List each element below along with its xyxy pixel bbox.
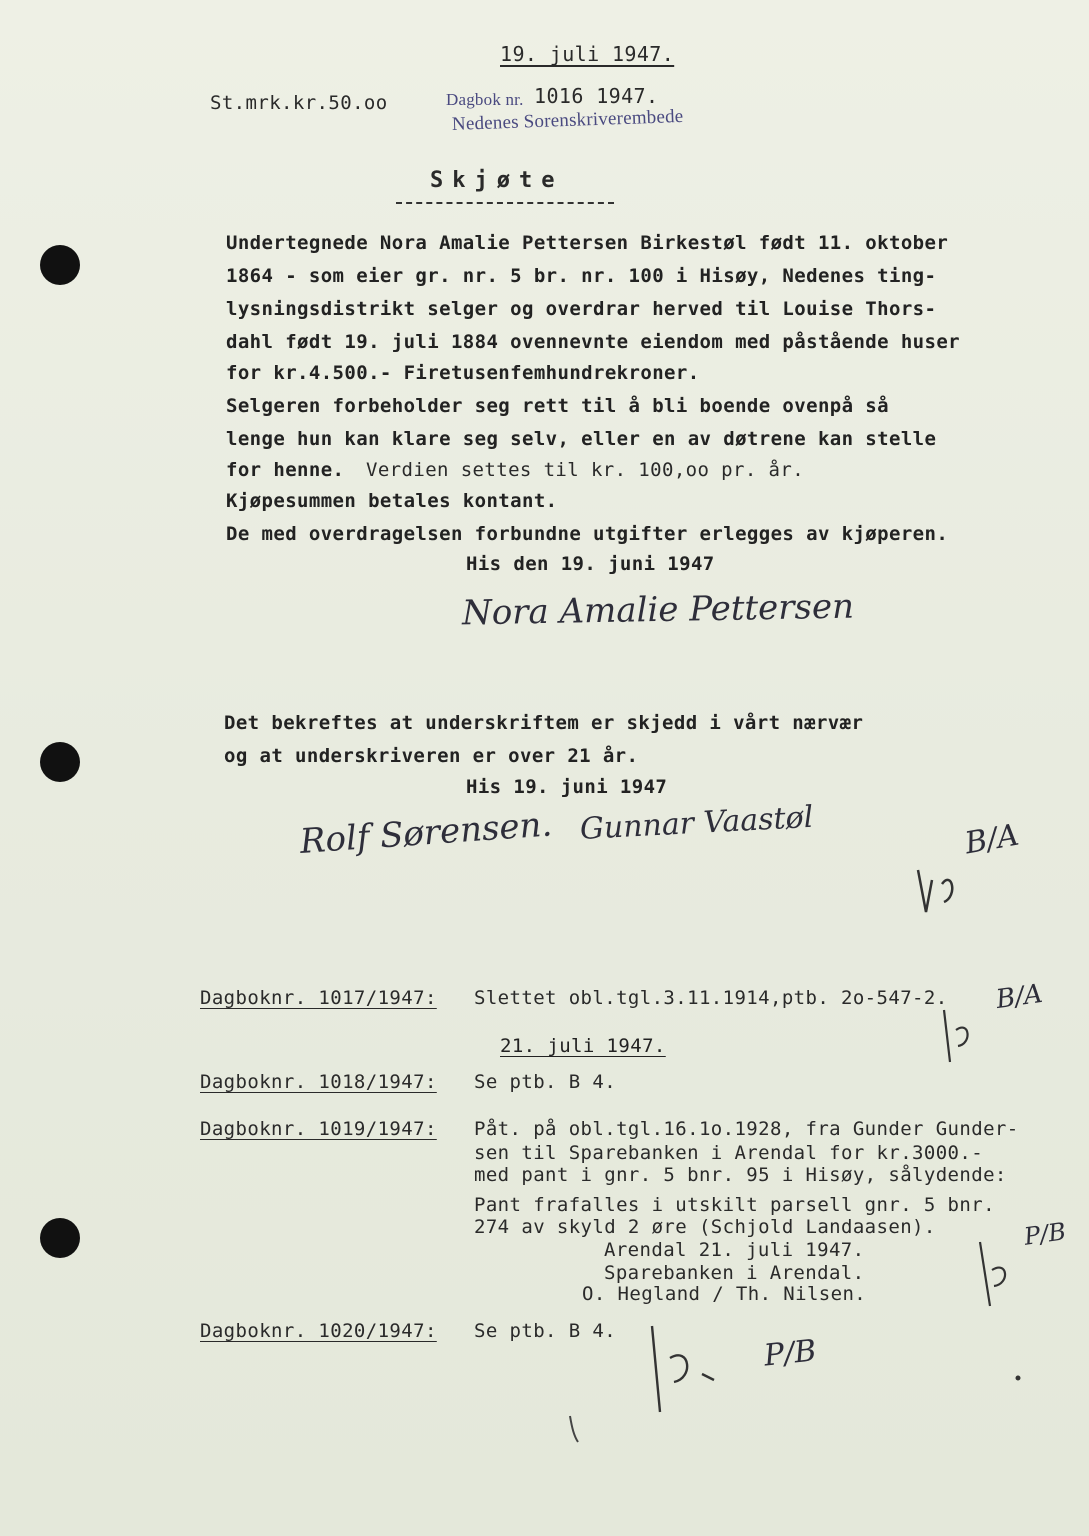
deed-body-line-2: 1864 - som eier gr. nr. 5 br. nr. 100 i Hisøy, Nedenes ting- (226, 265, 937, 287)
initials-mark-1017 (930, 1000, 990, 1070)
deed-body-line-henne: for henne. (226, 459, 345, 481)
witness-signature-1: Rolf Sørensen. (298, 804, 554, 862)
deed-body-line-1: Undertegnede Nora Amalie Pettersen Birkestøl født 11. oktober (226, 232, 949, 254)
witness-signature-2: Gunnar Vaastøl (579, 799, 815, 847)
entry-1019-line-8: O. Hegland / Th. Nilsen. (582, 1283, 867, 1305)
entry-1018-text: Se ptb. B 4. (474, 1071, 617, 1093)
ink-dot-mark (1012, 1372, 1024, 1384)
attestation-initials: B/A (962, 817, 1022, 862)
stamp-fee: St.mrk.kr.50.oo (210, 92, 388, 114)
entry-1019-initials: P/B (1022, 1217, 1068, 1251)
attestation-line-2: og at underskriveren er over 21 år. (224, 745, 639, 767)
entry-1019-line-7: Sparebanken i Arendal. (604, 1262, 865, 1284)
punch-hole-middle (40, 742, 80, 782)
entry-1019-line-2: sen til Sparebanken i Arendal for kr.3000.- (474, 1142, 984, 1164)
attestation-line-1: Det bekreftes at underskriftem er skjedd i vårt nærvær (224, 712, 864, 734)
entry-1019-label: Dagboknr. 1019/1947: (200, 1118, 437, 1140)
initials-mark-1020 (640, 1318, 770, 1428)
deed-body-line-4: dahl født 19. juli 1884 ovennevnte eiendom med påstående huser (226, 331, 961, 353)
punch-hole-bottom (40, 1218, 80, 1258)
deed-title: Skjøte (430, 168, 564, 193)
entry-1020-initials: P/B (762, 1333, 819, 1374)
entry-1017-text: Slettet obl.tgl.3.11.1914,ptb. 2o-547-2. (474, 987, 948, 1009)
pen-stroke-mark (560, 1410, 600, 1450)
initials-mark-1019 (962, 1230, 1022, 1320)
deed-body-line-7: lenge hun kan klare seg selv, eller en av døtrene kan stelle (226, 428, 937, 450)
deed-body-line-6: Selgeren forbeholder seg rett til å bli boende ovenpå så (226, 395, 889, 417)
deed-body-line-verdien: Verdien settes til kr. 100,oo pr. år. (366, 459, 805, 481)
deed-body-line-utgifter: De med overdragelsen forbundne utgifter erlegges av kjøperen. (226, 523, 949, 545)
deed-body-line-kontant: Kjøpesummen betales kontant. (226, 490, 558, 512)
seller-signature: Nora Amalie Pettersen (461, 586, 855, 634)
date-21-july: 21. juli 1947. (500, 1035, 666, 1057)
punch-hole-top (40, 245, 80, 285)
dagbok-stamp-number: 1016 1947. (534, 84, 659, 108)
entry-1020-text: Se ptb. B 4. (474, 1320, 617, 1342)
entry-1019-line-3: med pant i gnr. 5 bnr. 95 i Hisøy, sålydende: (474, 1164, 1007, 1186)
entry-1017-label: Dagboknr. 1017/1947: (200, 987, 437, 1009)
office-stamp: Nedenes Sorenskriverembede (451, 105, 684, 135)
entry-1019-line-6: Arendal 21. juli 1947. (604, 1239, 865, 1261)
entry-1019-line-1: Påt. på obl.tgl.16.1o.1928, fra Gunder Gunder- (474, 1118, 1019, 1140)
header-date: 19. juli 1947. (500, 42, 675, 66)
dagbok-stamp-label: Dagbok nr. (446, 90, 524, 109)
entry-1018-label: Dagboknr. 1018/1947: (200, 1071, 437, 1093)
title-underline (396, 202, 614, 204)
attestation-place-date: His 19. juni 1947 (466, 776, 668, 798)
deed-body-line-3: lysningsdistrikt selger og overdrar herved til Louise Thors- (226, 298, 937, 320)
entry-1020-label: Dagboknr. 1020/1947: (200, 1320, 437, 1342)
entry-1019-line-5: 274 av skyld 2 øre (Schjold Landaasen). (474, 1216, 936, 1238)
initials-mark-attestation (900, 840, 990, 920)
deed-body-line-5: for kr.4.500.- Firetusenfemhundrekroner. (226, 362, 700, 384)
deed-place-date: His den 19. juni 1947 (466, 553, 715, 575)
entry-1019-line-4: Pant frafalles i utskilt parsell gnr. 5 bnr. (474, 1194, 995, 1216)
entry-1017-initials: B/A (994, 978, 1045, 1016)
